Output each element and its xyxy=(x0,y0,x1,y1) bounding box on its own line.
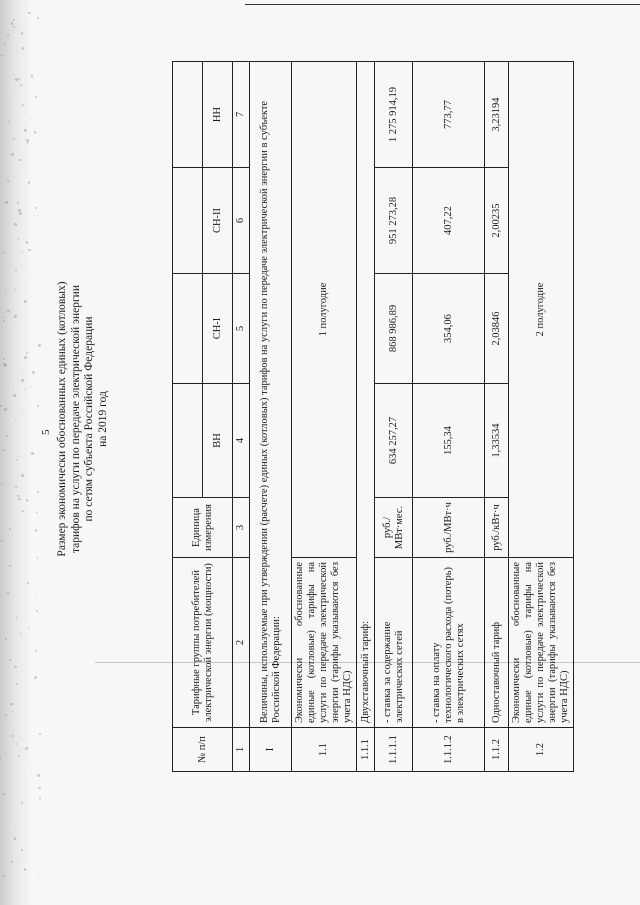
scan-noise-speck xyxy=(30,406,31,407)
scan-noise-speck xyxy=(8,121,9,122)
header-sn2: СН-II xyxy=(203,168,233,274)
scan-noise-speck xyxy=(14,289,16,291)
scan-noise-speck xyxy=(12,711,13,712)
scan-noise-speck xyxy=(12,735,14,737)
row-1-1-1-1-vn: 634 257,27 xyxy=(375,384,413,498)
title-line-3: по сетям субъекта Российской Федерации xyxy=(83,316,95,522)
scan-noise-speck xyxy=(3,449,5,451)
scan-noise-speck xyxy=(18,755,20,757)
scan-noise-speck xyxy=(25,747,28,750)
scan-noise-speck xyxy=(39,797,41,799)
scan-noise-speck xyxy=(15,420,16,421)
scan-noise-speck xyxy=(21,802,23,804)
scan-noise-speck xyxy=(25,57,27,59)
row-1-1-2-unit: руб./кВт·ч xyxy=(485,498,509,558)
row-1-1-text: Экономически обоснованные единые (котловые) тарифы на услуги по передаче электрической энергии (тарифы указываются без учета НДС) xyxy=(292,558,357,728)
scan-noise-speck xyxy=(26,499,28,501)
col-number-5: 5 xyxy=(233,274,250,384)
document-title xyxy=(56,154,110,684)
table-row-section-i xyxy=(250,62,292,772)
scan-noise-speck xyxy=(22,510,24,512)
scan-noise-speck xyxy=(31,773,33,775)
scan-noise-speck xyxy=(28,249,31,252)
table-header-row xyxy=(173,62,203,772)
scan-noise-speck xyxy=(6,296,7,297)
scan-noise-speck xyxy=(9,528,11,530)
scan-noise-speck xyxy=(31,75,33,77)
scan-noise-speck xyxy=(35,650,37,652)
scan-noise-speck xyxy=(35,96,37,98)
scan-noise-speck xyxy=(18,456,19,457)
scan-noise-speck xyxy=(17,202,19,204)
section-i-num: I xyxy=(250,728,292,772)
row-1-1-1-2-nn: 773,77 xyxy=(413,62,485,168)
col-number-2: 2 xyxy=(233,558,250,728)
row-1-1-2-nn: 3,23194 xyxy=(485,62,509,168)
scan-noise-speck xyxy=(3,793,5,795)
scan-noise-speck xyxy=(18,78,21,81)
scan-noise-speck xyxy=(7,310,10,313)
scan-noise-speck xyxy=(27,582,29,584)
scan-noise-speck xyxy=(15,830,16,831)
tariff-table xyxy=(172,61,574,772)
scan-noise-speck xyxy=(5,638,7,640)
scan-noise-speck xyxy=(3,320,5,322)
scan-noise-speck xyxy=(11,153,13,155)
scan-noise-speck xyxy=(28,181,31,184)
scan-noise-speck xyxy=(37,405,40,408)
scan-noise-speck xyxy=(26,241,28,243)
scan-noise-speck xyxy=(24,868,26,870)
scan-noise-speck xyxy=(29,766,30,767)
table-row-1-1-1-2 xyxy=(413,62,485,772)
scan-noise-speck xyxy=(28,12,30,14)
scan-noise-speck xyxy=(25,89,26,90)
row-1-1-1-1-nn: 1 275 914,19 xyxy=(375,62,413,168)
row-1-2-text: Экономически обоснованные единые (котловые) тарифы на услуги по передаче электрической энергии (тарифы указываются без учета НДС) xyxy=(509,558,574,728)
scan-noise-speck xyxy=(30,119,31,120)
row-1-1-1-2-num: 1.1.1.2 xyxy=(413,728,485,772)
section-i-text: Величины, используемые при утверждении (расчете) единых (котловых) тарифов на услуги по передаче электрической энергии в субъекте Российской Федерации: xyxy=(250,62,292,728)
title-line-4: на 2019 год xyxy=(96,391,109,447)
scan-noise-speck xyxy=(38,873,39,874)
scan-noise-speck xyxy=(16,29,17,30)
row-1-2-half: 2 полугодие xyxy=(509,62,574,558)
scan-noise-speck xyxy=(3,875,5,877)
row-1-1-num: 1.1 xyxy=(292,728,357,772)
scan-noise-speck xyxy=(13,322,14,323)
scan-noise-speck xyxy=(5,714,7,716)
table-row-1-1 xyxy=(292,62,357,772)
col-number-1: 1 xyxy=(233,728,250,772)
scan-noise-speck xyxy=(37,557,38,558)
row-1-1-1-2-vn: 155,34 xyxy=(413,384,485,498)
row-1-1-1-text: Двухставочный тариф: xyxy=(357,62,375,728)
row-1-1-2-sn1: 2,03846 xyxy=(485,274,509,384)
scan-noise-speck xyxy=(5,293,6,294)
page-top-edge-line xyxy=(245,4,640,5)
scan-noise-speck xyxy=(9,565,11,567)
table-row-1-1-1-1 xyxy=(375,62,413,772)
scan-noise-speck xyxy=(30,275,31,276)
scan-noise-speck xyxy=(21,379,24,382)
scan-noise-speck xyxy=(37,17,39,19)
scan-noise-speck xyxy=(19,212,22,215)
scan-noise-speck xyxy=(1,540,3,542)
scan-noise-speck xyxy=(32,371,35,374)
scan-noise-speck xyxy=(5,201,7,203)
scan-noise-speck xyxy=(7,180,9,182)
title-line-1: Размер экономически обоснованных единых (котловых) xyxy=(56,281,68,557)
rotated-landscape-content xyxy=(54,62,602,772)
header-blank-6 xyxy=(173,168,203,274)
scan-noise-speck xyxy=(16,459,18,461)
col-number-7: 7 xyxy=(233,62,250,168)
scan-noise-speck xyxy=(7,436,8,437)
scan-noise-speck xyxy=(7,34,10,37)
page-number: 5 xyxy=(40,429,52,435)
scan-noise-speck xyxy=(20,84,22,86)
scan-noise-speck xyxy=(21,474,23,476)
column-number-row xyxy=(233,62,250,772)
scan-noise-speck xyxy=(35,530,36,531)
header-sn1: СН-I xyxy=(203,274,233,384)
title-line-2: тарифов на услуги по передаче электрической энергии xyxy=(69,285,82,554)
row-1-1-1-1-sn2: 951 273,28 xyxy=(375,168,413,274)
scan-noise-speck xyxy=(36,596,37,597)
row-1-1-1-2-sn2: 407,22 xyxy=(413,168,485,274)
table-row-1-1-1 xyxy=(357,62,375,772)
scan-noise-speck xyxy=(1,55,3,57)
scan-noise-speck xyxy=(26,139,29,142)
scan-noise-speck xyxy=(18,495,20,497)
scan-noise-speck xyxy=(18,860,19,861)
header-blank-5 xyxy=(173,274,203,384)
scan-noise-speck xyxy=(7,1,8,2)
row-1-1-1-1-text: - ставка за содержание электрических сетей xyxy=(375,558,413,728)
header-vn: ВН xyxy=(203,384,233,498)
row-1-1-half: 1 полугодие xyxy=(292,62,357,558)
row-1-1-2-sn2: 2,00235 xyxy=(485,168,509,274)
row-1-1-1-2-text: - ставка на оплату технологического расхода (потерь) в электрических сетях xyxy=(413,558,485,728)
scan-noise-speck xyxy=(37,774,40,777)
scan-noise-speck xyxy=(4,892,6,894)
row-1-1-1-2-unit: руб./МВт·ч xyxy=(413,498,485,558)
scan-noise-speck xyxy=(18,498,20,500)
scan-noise-speck xyxy=(35,207,37,209)
scan-noise-speck xyxy=(4,408,6,410)
scan-noise-speck xyxy=(37,491,40,494)
scan-noise-speck xyxy=(21,849,23,851)
header-num: № п/п xyxy=(173,728,233,772)
scan-noise-speck xyxy=(31,452,34,455)
scan-noise-speck xyxy=(2,317,3,318)
scan-noise-speck xyxy=(14,666,16,668)
scan-noise-speck xyxy=(11,22,14,25)
scan-noise-speck xyxy=(37,215,38,216)
row-1-1-1-1-num: 1.1.1.1 xyxy=(375,728,413,772)
scan-noise-speck xyxy=(31,386,32,387)
scan-noise-speck xyxy=(15,486,17,488)
scan-noise-speck xyxy=(14,315,17,318)
scan-noise-speck xyxy=(26,352,28,354)
row-1-2-num: 1.2 xyxy=(509,728,574,772)
scan-noise-speck xyxy=(13,92,14,93)
row-1-1-2-vn: 1,33534 xyxy=(485,384,509,498)
scan-noise-speck xyxy=(7,592,9,594)
scan-noise-speck xyxy=(14,74,15,75)
col-number-6: 6 xyxy=(233,168,250,274)
scan-noise-speck xyxy=(14,527,15,528)
header-blank-7 xyxy=(173,62,203,168)
scan-noise-speck xyxy=(16,683,18,685)
scan-noise-speck xyxy=(0,405,2,407)
scan-noise-speck xyxy=(19,413,20,414)
scan-noise-speck xyxy=(16,617,17,618)
scan-noise-speck xyxy=(15,269,17,271)
scan-noise-speck xyxy=(3,358,6,361)
scan-noise-speck xyxy=(13,26,15,28)
scan-noise-speck xyxy=(19,373,20,374)
scan-noise-speck xyxy=(24,356,27,359)
row-1-1-2-num: 1.1.2 xyxy=(485,728,509,772)
row-1-1-1-1-sn1: 868 986,89 xyxy=(375,274,413,384)
scan-noise-speck xyxy=(35,529,37,531)
scan-noise-speck xyxy=(38,344,41,347)
header-group: Тарифные группы потребителей электрической энергии (мощности) xyxy=(173,558,233,728)
scan-noise-speck xyxy=(19,159,21,161)
scan-noise-speck xyxy=(0,757,1,758)
table-row-1-1-2 xyxy=(485,62,509,772)
scan-noise-speck xyxy=(10,447,11,448)
scan-noise-speck xyxy=(14,223,17,226)
scan-noise-speck xyxy=(2,252,4,254)
scan-noise-speck xyxy=(24,129,27,132)
scan-noise-speck xyxy=(21,32,24,35)
scan-noise-speck xyxy=(22,47,24,49)
col-number-4: 4 xyxy=(233,384,250,498)
scan-noise-speck xyxy=(24,300,27,303)
row-1-1-1-2-sn1: 354,06 xyxy=(413,274,485,384)
scan-noise-speck xyxy=(34,131,37,134)
scan-noise-speck xyxy=(12,389,13,390)
scan-noise-speck xyxy=(10,470,12,472)
row-1-1-1-num: 1.1.1 xyxy=(357,728,375,772)
scan-noise-speck xyxy=(36,610,38,612)
table-row-1-2 xyxy=(509,62,574,772)
scan-noise-speck xyxy=(1,483,2,484)
col-number-3: 3 xyxy=(233,498,250,558)
scan-noise-speck xyxy=(39,733,41,735)
scan-noise-speck xyxy=(28,628,29,629)
scan-noise-speck xyxy=(13,138,15,140)
scan-noise-speck xyxy=(14,837,16,839)
scan-noise-speck xyxy=(13,19,15,21)
scan-noise-speck xyxy=(25,388,27,390)
scan-noise-speck xyxy=(38,787,40,789)
scan-noise-speck xyxy=(20,633,22,635)
scan-noise-speck xyxy=(34,676,37,679)
header-nn: НН xyxy=(203,62,233,168)
scan-noise-speck xyxy=(36,512,38,514)
scan-noise-speck xyxy=(9,659,11,661)
row-1-1-2-text: Одноставочный тариф xyxy=(485,558,509,728)
scan-noise-speck xyxy=(27,142,28,143)
row-1-1-1-1-unit: руб./МВт·мес. xyxy=(375,498,413,558)
scan-noise-speck xyxy=(3,168,4,169)
scan-noise-speck xyxy=(4,364,7,367)
scan-noise-speck xyxy=(4,43,6,45)
scan-noise-speck xyxy=(16,743,17,744)
scan-noise-speck xyxy=(11,861,13,863)
scan-noise-speck xyxy=(22,104,24,106)
header-blank-4 xyxy=(173,384,203,498)
scan-noise-speck xyxy=(18,238,20,240)
header-unit: Единица измерения xyxy=(173,498,233,558)
scan-noise-speck xyxy=(13,394,16,397)
scan-noise-speck xyxy=(21,251,22,252)
